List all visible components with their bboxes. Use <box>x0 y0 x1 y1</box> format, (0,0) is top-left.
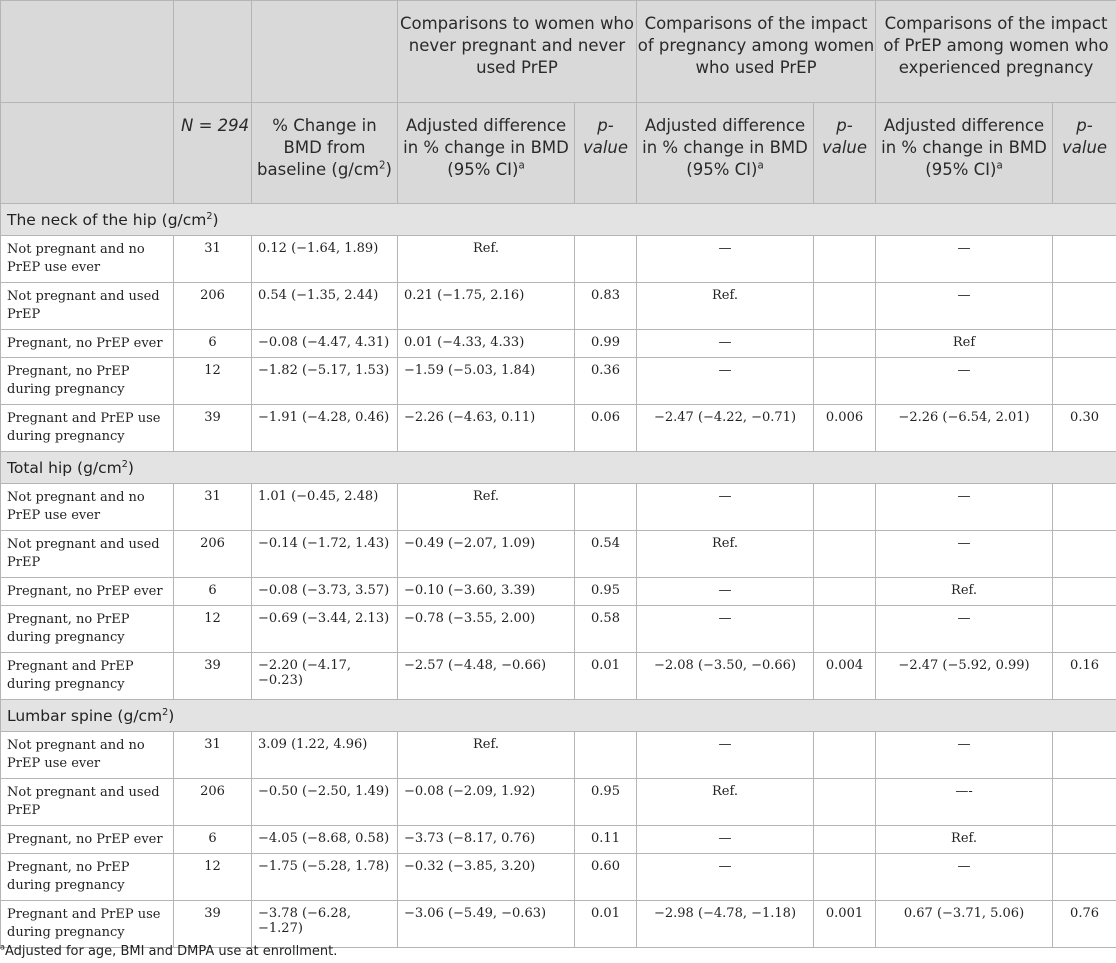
p-value-cell <box>1053 283 1116 330</box>
row-label: Pregnant, no PrEP ever <box>1 826 174 854</box>
table-row <box>1 826 1116 854</box>
adjusted-cell: −1.59 (−5.03, 1.84) <box>398 358 575 405</box>
section-header-row <box>1 452 1116 484</box>
p-value-cell <box>575 484 637 531</box>
p-value-cell: 0.006 <box>814 405 876 452</box>
n-cell: 31 <box>174 236 252 283</box>
adjusted-cell: Ref. <box>398 236 575 283</box>
row-label: Pregnant, no PrEP during pregnancy <box>1 854 174 901</box>
p-value-cell: 0.83 <box>575 283 637 330</box>
p-value-cell <box>1053 826 1116 854</box>
adjusted-cell: — <box>637 330 814 358</box>
adjusted-cell: —- <box>876 779 1053 826</box>
adjusted-cell: — <box>876 606 1053 653</box>
adjusted-cell: 0.01 (−4.33, 4.33) <box>398 330 575 358</box>
table-row <box>1 531 1116 578</box>
header-row-groups <box>1 1 1116 103</box>
footnote-marker: a <box>0 942 5 952</box>
adjusted-cell: −2.26 (−6.54, 2.01) <box>876 405 1053 452</box>
p-value-cell: 0.76 <box>1053 901 1116 948</box>
row-label: Pregnant, no PrEP during pregnancy <box>1 358 174 405</box>
adjusted-cell: — <box>637 236 814 283</box>
table-row <box>1 236 1116 283</box>
adjusted-cell: −3.06 (−5.49, −0.63) <box>398 901 575 948</box>
adjusted-cell: −0.49 (−2.07, 1.09) <box>398 531 575 578</box>
adjusted-cell: — <box>637 606 814 653</box>
section-title-text: Total hip (g/cm <box>7 458 122 477</box>
n-cell: 206 <box>174 779 252 826</box>
p-value-cell <box>1053 578 1116 606</box>
table-row <box>1 732 1116 779</box>
p-value-cell <box>814 236 876 283</box>
p-value-cell: 0.30 <box>1053 405 1116 452</box>
adjusted-cell: — <box>637 854 814 901</box>
adjusted-cell: −0.10 (−3.60, 3.39) <box>398 578 575 606</box>
p-value-cell: 0.11 <box>575 826 637 854</box>
p-value-cell <box>814 578 876 606</box>
p-value-cell: 0.60 <box>575 854 637 901</box>
adjusted-cell: −3.73 (−8.17, 0.76) <box>398 826 575 854</box>
p-value-cell: 0.95 <box>575 578 637 606</box>
header-blank-cell <box>1 1 174 103</box>
adjusted-cell: — <box>876 531 1053 578</box>
p-value-cell <box>1053 531 1116 578</box>
adjusted-cell: Ref. <box>398 732 575 779</box>
pct-change-header-text: % Change in BMD from baseline (g/cm <box>257 116 380 179</box>
n-cell: 12 <box>174 854 252 901</box>
p-value-cell <box>575 236 637 283</box>
n-cell: 206 <box>174 283 252 330</box>
table-row <box>1 578 1116 606</box>
p-value-cell: 0.16 <box>1053 653 1116 700</box>
n-cell: 12 <box>174 606 252 653</box>
adjusted-cell: Ref. <box>637 531 814 578</box>
group-header-never-pregnant: Comparisons to women who never pregnant and never used PrEP <box>398 1 637 103</box>
n-cell: 12 <box>174 358 252 405</box>
adjusted-cell: −0.32 (−3.85, 3.20) <box>398 854 575 901</box>
unit-superscript: 2 <box>121 458 128 470</box>
row-label: Pregnant, no PrEP ever <box>1 578 174 606</box>
pct-change-cell: 0.54 (−1.35, 2.44) <box>252 283 398 330</box>
adjusted-cell: — <box>876 732 1053 779</box>
pct-change-cell: −0.08 (−3.73, 3.57) <box>252 578 398 606</box>
adjusted-cell: — <box>876 854 1053 901</box>
p-value-cell <box>814 358 876 405</box>
p-value-cell <box>814 826 876 854</box>
p-value-cell <box>814 606 876 653</box>
table-row <box>1 283 1116 330</box>
section-header-row <box>1 204 1116 236</box>
p-value-cell <box>814 484 876 531</box>
pct-change-header <box>252 103 398 204</box>
group-header-impact-prep: Comparisons of the impact of PrEP among women who experienced pregnancy <box>876 1 1116 103</box>
pct-change-cell: −4.05 (−8.68, 0.58) <box>252 826 398 854</box>
table-row <box>1 358 1116 405</box>
adjusted-diff-header <box>398 103 575 204</box>
n-cell: 31 <box>174 484 252 531</box>
table-row <box>1 606 1116 653</box>
adjusted-cell: — <box>876 283 1053 330</box>
p-value-cell <box>1053 236 1116 283</box>
row-label: Pregnant, no PrEP during pregnancy <box>1 606 174 653</box>
unit-superscript: 2 <box>379 160 386 172</box>
section-title <box>1 204 1116 236</box>
adjusted-cell: — <box>637 826 814 854</box>
row-label: Not pregnant and used PrEP <box>1 531 174 578</box>
p-value-cell: 0.06 <box>575 405 637 452</box>
pct-change-header-close: ) <box>385 160 392 179</box>
table-row <box>1 901 1116 948</box>
row-label: Pregnant and PrEP use during pregnancy <box>1 901 174 948</box>
p-value-cell <box>1053 854 1116 901</box>
p-value-cell <box>1053 779 1116 826</box>
adjusted-header-text: Adjusted difference in % change in BMD (95% CI) <box>642 116 808 179</box>
table-body <box>1 204 1116 948</box>
header-blank-cell <box>174 1 252 103</box>
p-value-cell: 0.54 <box>575 531 637 578</box>
pct-change-cell: −1.75 (−5.28, 1.78) <box>252 854 398 901</box>
adjusted-diff-header <box>637 103 814 204</box>
section-title <box>1 452 1116 484</box>
unit-superscript: 2 <box>162 706 169 718</box>
footnote-text: Adjusted for age, BMI and DMPA use at enrollment. <box>4 944 338 959</box>
adjusted-cell: — <box>637 578 814 606</box>
n-cell: 6 <box>174 578 252 606</box>
p-value-cell: 0.01 <box>575 653 637 700</box>
p-value-cell <box>814 330 876 358</box>
table-row <box>1 405 1116 452</box>
adjusted-cell: — <box>637 484 814 531</box>
n-cell: 39 <box>174 653 252 700</box>
adjusted-cell: −2.08 (−3.50, −0.66) <box>637 653 814 700</box>
adjusted-cell: 0.67 (−3.71, 5.06) <box>876 901 1053 948</box>
header-blank-cell <box>252 1 398 103</box>
n-cell: 31 <box>174 732 252 779</box>
header-row-columns <box>1 103 1116 204</box>
footnote-marker: a <box>518 160 525 172</box>
p-value-cell <box>814 854 876 901</box>
p-value-cell <box>1053 606 1116 653</box>
row-label: Pregnant and PrEP use during pregnancy <box>1 405 174 452</box>
p-value-header: p-value <box>1053 103 1116 204</box>
p-value-header: p-value <box>814 103 876 204</box>
adjusted-cell: — <box>876 236 1053 283</box>
pct-change-cell: 0.12 (−1.64, 1.89) <box>252 236 398 283</box>
table-row <box>1 854 1116 901</box>
adjusted-cell: Ref. <box>637 779 814 826</box>
adjusted-header-text: Adjusted difference in % change in BMD (95% CI) <box>403 116 569 179</box>
adjusted-cell: — <box>637 358 814 405</box>
adjusted-cell: −0.78 (−3.55, 2.00) <box>398 606 575 653</box>
section-title-close: ) <box>127 458 134 477</box>
adjusted-cell: −2.26 (−4.63, 0.11) <box>398 405 575 452</box>
pct-change-cell: −0.69 (−3.44, 2.13) <box>252 606 398 653</box>
n-cell: 206 <box>174 531 252 578</box>
p-value-cell <box>814 732 876 779</box>
section-title-text: Lumbar spine (g/cm <box>7 706 163 725</box>
row-label: Pregnant, no PrEP ever <box>1 330 174 358</box>
adjusted-cell: −2.47 (−5.92, 0.99) <box>876 653 1053 700</box>
row-label: Pregnant and PrEP during pregnancy <box>1 653 174 700</box>
section-title-close: ) <box>168 706 175 725</box>
p-value-cell: 0.001 <box>814 901 876 948</box>
p-value-cell <box>1053 484 1116 531</box>
row-label: Not pregnant and used PrEP <box>1 283 174 330</box>
pct-change-cell: −0.08 (−4.47, 4.31) <box>252 330 398 358</box>
unit-superscript: 2 <box>206 210 213 222</box>
pct-change-cell: −2.20 (−4.17, −0.23) <box>252 653 398 700</box>
p-value-cell: 0.004 <box>814 653 876 700</box>
p-value-cell <box>575 732 637 779</box>
adjusted-cell: 0.21 (−1.75, 2.16) <box>398 283 575 330</box>
adjusted-cell: Ref. <box>637 283 814 330</box>
header-blank-cell <box>1 103 174 204</box>
n-cell: 6 <box>174 826 252 854</box>
table-footnote <box>0 944 337 959</box>
pct-change-cell: −0.50 (−2.50, 1.49) <box>252 779 398 826</box>
p-value-cell: 0.36 <box>575 358 637 405</box>
n-cell: 39 <box>174 901 252 948</box>
table-row <box>1 484 1116 531</box>
p-value-cell <box>1053 732 1116 779</box>
adjusted-header-text: Adjusted difference in % change in BMD (95% CI) <box>881 116 1047 179</box>
p-value-header: p-value <box>575 103 637 204</box>
section-title-close: ) <box>212 210 219 229</box>
pct-change-cell: 3.09 (1.22, 4.96) <box>252 732 398 779</box>
table-row <box>1 779 1116 826</box>
section-header-row <box>1 700 1116 732</box>
row-label: Not pregnant and used PrEP <box>1 779 174 826</box>
pct-change-cell: −0.14 (−1.72, 1.43) <box>252 531 398 578</box>
adjusted-cell: −2.57 (−4.48, −0.66) <box>398 653 575 700</box>
pct-change-cell: −1.82 (−5.17, 1.53) <box>252 358 398 405</box>
group-header-impact-pregnancy: Comparisons of the impact of pregnancy among women who used PrEP <box>637 1 876 103</box>
pct-change-cell: −1.91 (−4.28, 0.46) <box>252 405 398 452</box>
pct-change-cell: 1.01 (−0.45, 2.48) <box>252 484 398 531</box>
footnote-marker: a <box>757 160 764 172</box>
adjusted-cell: — <box>876 358 1053 405</box>
adjusted-cell: — <box>637 732 814 779</box>
n-cell: 39 <box>174 405 252 452</box>
table-header <box>1 1 1116 204</box>
p-value-cell: 0.95 <box>575 779 637 826</box>
p-value-cell: 0.58 <box>575 606 637 653</box>
p-value-cell: 0.99 <box>575 330 637 358</box>
adjusted-cell: −2.98 (−4.78, −1.18) <box>637 901 814 948</box>
p-value-cell <box>814 779 876 826</box>
row-label: Not pregnant and no PrEP use ever <box>1 236 174 283</box>
adjusted-cell: −0.08 (−2.09, 1.92) <box>398 779 575 826</box>
p-value-cell <box>814 531 876 578</box>
row-label: Not pregnant and no PrEP use ever <box>1 484 174 531</box>
adjusted-cell: Ref. <box>876 826 1053 854</box>
p-value-cell: 0.01 <box>575 901 637 948</box>
footnote-marker: a <box>996 160 1003 172</box>
section-title <box>1 700 1116 732</box>
table-row <box>1 330 1116 358</box>
p-value-cell <box>814 283 876 330</box>
adjusted-diff-header <box>876 103 1053 204</box>
adjusted-cell: Ref <box>876 330 1053 358</box>
section-title-text: The neck of the hip (g/cm <box>7 210 207 229</box>
row-label: Not pregnant and no PrEP use ever <box>1 732 174 779</box>
adjusted-cell: Ref. <box>876 578 1053 606</box>
adjusted-cell: Ref. <box>398 484 575 531</box>
p-value-cell <box>1053 358 1116 405</box>
adjusted-cell: −2.47 (−4.22, −0.71) <box>637 405 814 452</box>
n-cell: 6 <box>174 330 252 358</box>
pct-change-cell: −3.78 (−6.28, −1.27) <box>252 901 398 948</box>
p-value-cell <box>1053 330 1116 358</box>
n-header: N = 294 <box>174 103 252 204</box>
adjusted-cell: — <box>876 484 1053 531</box>
table-row <box>1 653 1116 700</box>
